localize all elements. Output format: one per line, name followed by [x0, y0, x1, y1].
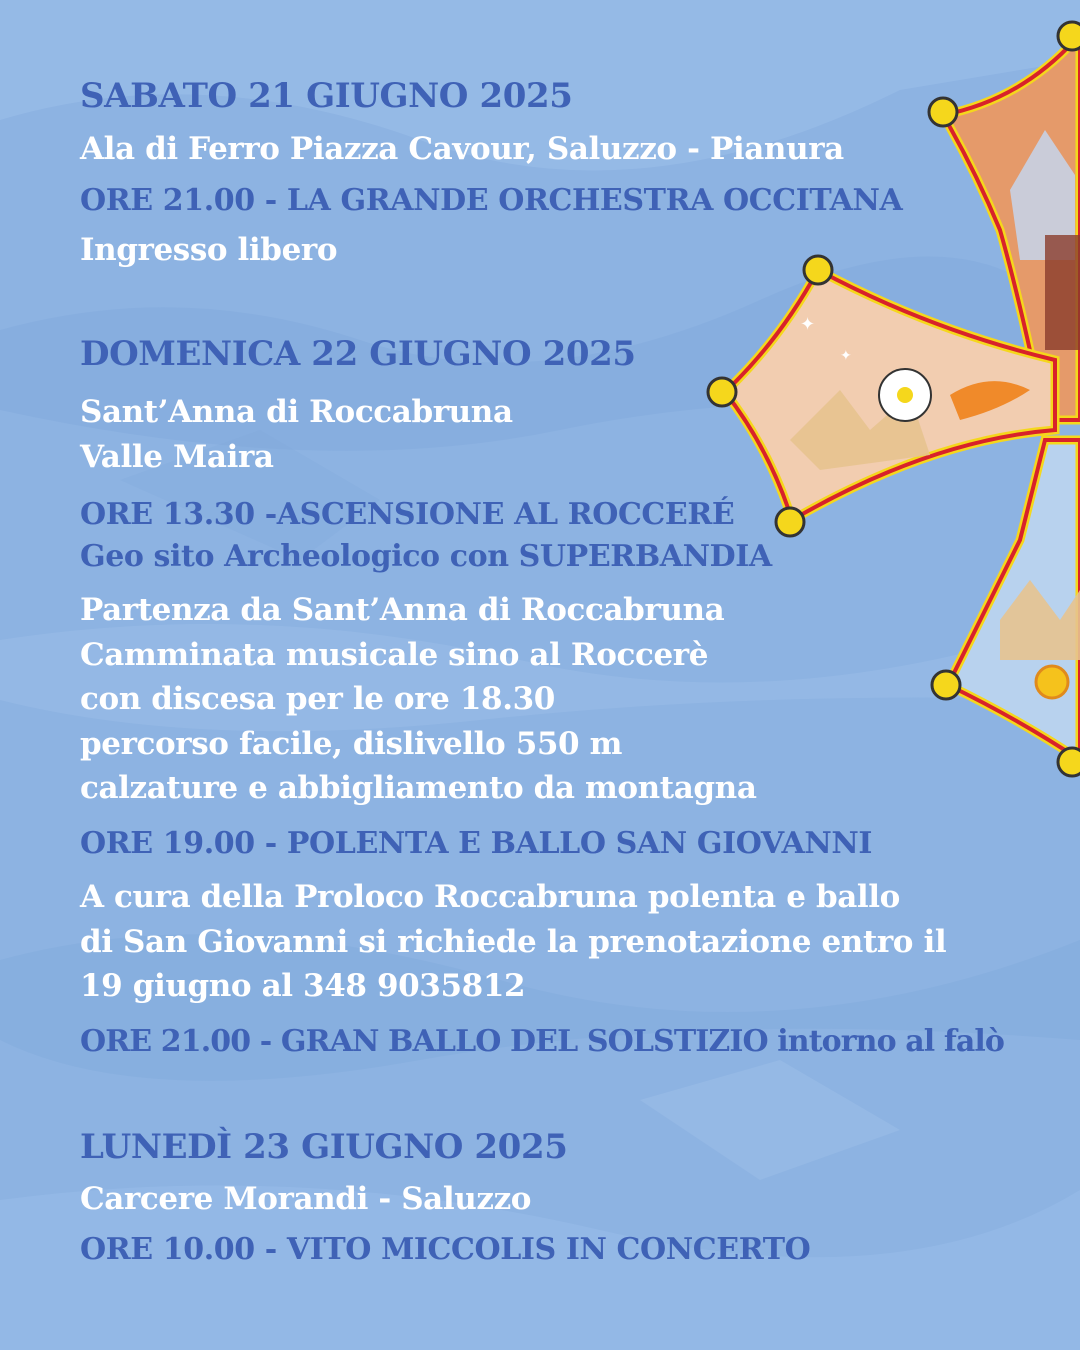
event-3-date: LUNEDÌ 23 GIUGNO 2025	[80, 1127, 568, 1167]
event-2-item3-title: ORE 21.00 - GRAN BALLO DEL SOLSTIZIO intorno al falò	[80, 1024, 1004, 1059]
event-2-item1-subtitle: Geo sito Archeologico con SUPERBANDIA	[80, 539, 772, 574]
event-3-time-title: ORE 10.00 - VITO MICCOLIS IN CONCERTO	[80, 1232, 811, 1267]
occitan-cross-icon	[700, 0, 1080, 800]
event-2-item1-desc-line: percorso facile, dislivello 550 m	[80, 726, 623, 762]
event-3-location: Carcere Morandi - Saluzzo	[80, 1181, 532, 1217]
event-2-date: DOMENICA 22 GIUGNO 2025	[80, 334, 636, 374]
event-1-time-title: ORE 21.00 - LA GRANDE ORCHESTRA OCCITANA	[80, 183, 903, 218]
event-1-note: Ingresso libero	[80, 232, 338, 268]
event-2-location-line1: Sant’Anna di Roccabruna	[80, 394, 513, 430]
event-2-item1-desc-line: Camminata musicale sino al Roccerè	[80, 637, 709, 673]
event-2-item1-desc-line: Partenza da Sant’Anna di Roccabruna	[80, 592, 725, 628]
event-2-item1-desc-line: calzature e abbigliamento da montagna	[80, 770, 757, 806]
event-2-item2-desc-line: di San Giovanni si richiede la prenotazione entro il	[80, 924, 947, 960]
svg-text:✦: ✦	[800, 314, 816, 335]
svg-text:✦: ✦	[840, 348, 852, 364]
event-2-item2-title: ORE 19.00 - POLENTA E BALLO SAN GIOVANNI	[80, 826, 873, 861]
event-1-location: Ala di Ferro Piazza Cavour, Saluzzo - Pianura	[80, 131, 844, 167]
event-2-item2-desc-line: A cura della Proloco Roccabruna polenta e ballo	[80, 879, 900, 915]
event-1-date: SABATO 21 GIUGNO 2025	[80, 76, 573, 116]
event-2-item1-title: ORE 13.30 -ASCENSIONE AL ROCCERÉ	[80, 497, 735, 532]
event-2-item2-desc-line: 19 giugno al 348 9035812	[80, 968, 526, 1004]
event-2-location-line2: Valle Maira	[80, 439, 274, 475]
event-2-item1-desc-line: con discesa per le ore 18.30	[80, 681, 555, 717]
